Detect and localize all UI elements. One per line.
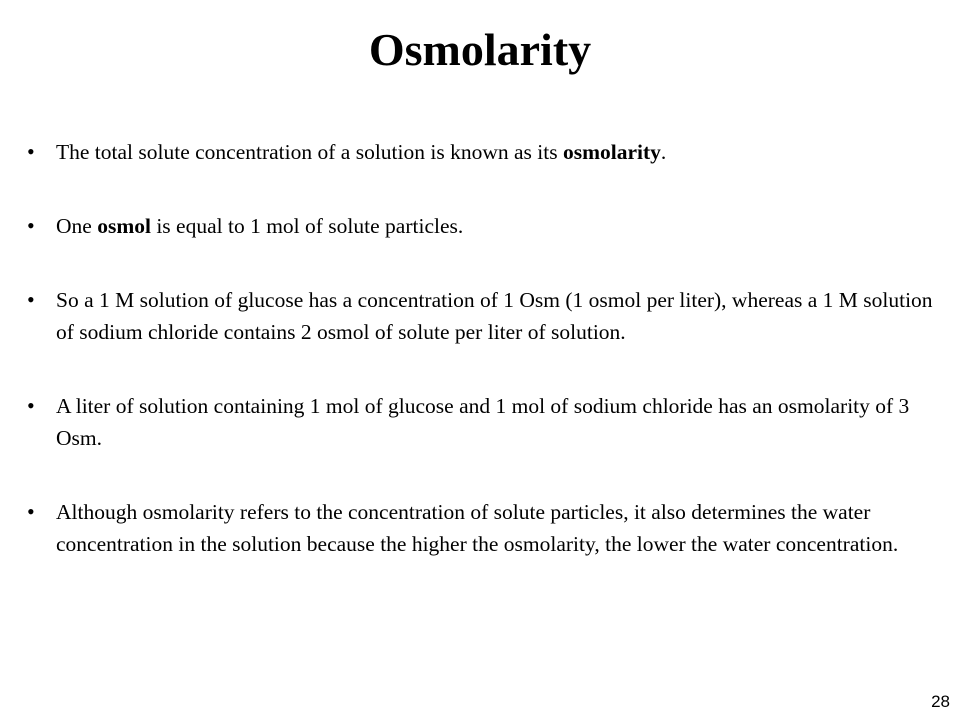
bullet-segment: So a 1 M solution of glucose has a concentration of 1 Osm (1 osmol per liter), whereas a 1 M solution of sodium chloride contains 2 osmol of solute per liter of solution. (56, 288, 933, 344)
bullet-dot-icon: • (27, 499, 35, 524)
bullet-text (56, 394, 909, 450)
bullet-dot-icon: • (27, 213, 35, 238)
bullet-text (56, 288, 933, 344)
bullet-text (56, 500, 898, 556)
bullet-segment-bold: osmolarity (562, 140, 661, 164)
bullet-text (56, 140, 666, 164)
bullet-text (56, 214, 463, 238)
bullet-dot-icon: • (27, 393, 35, 418)
page-number: 28 (931, 692, 950, 711)
bullet-item (24, 496, 934, 560)
bullet-segment: One (56, 214, 98, 238)
bullet-item (24, 210, 934, 242)
bullet-item (24, 390, 934, 454)
bullet-segment: A liter of solution containing 1 mol of glucose and 1 mol of sodium chloride has an osmolarity of 3 Osm. (56, 394, 910, 450)
bullet-dot-icon: • (27, 287, 35, 312)
bullet-dot-icon: • (27, 139, 35, 164)
bullet-item (24, 284, 934, 348)
bullet-segment: . (660, 140, 667, 164)
bullet-segment: The total solute concentration of a solution is known as its (56, 140, 563, 164)
bullet-segment: Although osmolarity refers to the concentration of solute particles, it also determines the water concentration in the solution because the higher the osmolarity, the lower the water concentration. (56, 500, 899, 556)
bullet-item (24, 136, 934, 168)
slide-title: Osmolarity (368, 24, 592, 75)
bullet-segment-bold: osmol (97, 214, 151, 238)
bullet-list (24, 136, 934, 602)
bullet-segment: is equal to 1 mol of solute particles. (150, 214, 464, 238)
